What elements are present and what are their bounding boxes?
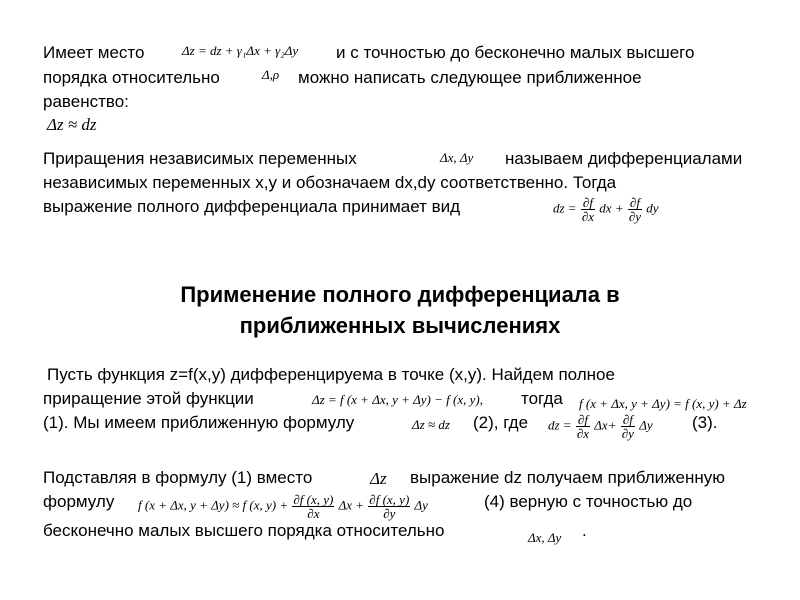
p3-eq-fraction-y [621,413,635,440]
p1-formula-increment: Δz = dz + γ₁Δx + γ₂Δy [182,43,299,58]
p3-formula-full-increment: Δz = f (x + Δx, y + Δy) − f (x, y), [312,392,483,407]
p2-line1-text-a: Приращения независимых переменных [43,149,357,168]
p2-eq-right: dy [646,200,659,216]
p3-eq-right: Δy [639,417,653,433]
p2-line1-text-b: называем дифференциалами [505,149,743,168]
p4-eq-fraction-y [368,493,410,520]
p3-eq-num-x: ∂f [576,413,590,427]
p4-eq-num-x: ∂f (x, y) [293,492,334,507]
p3-eq-mid: Δx+ [594,417,617,433]
p3-eq-fraction-x [576,413,590,440]
p2-line2-text: независимых переменных x,y и обозначаем dx,dy соответственно. Тогда [43,173,617,192]
p4-formula-increments: Δx, Δy [528,530,562,545]
p4-line2-text-b: (4) верную с точностью до [484,492,693,511]
p4-eq-fraction-x [292,493,334,520]
p3-line1-text: Пусть функция z=f(x,y) дифференцируема в точке (x,y). Найдем полное [47,365,615,384]
p2-eq-fraction-x [581,196,595,223]
p4-eq-left: f (x + Δx, y + Δy) ≈ f (x, y) + [138,497,289,513]
p4-line2-text-a: формулу [43,492,115,511]
p3-line2-text-a: приращение этой функции [43,389,254,408]
section-heading-line2: приближенных вычислениях [239,313,561,338]
p2-formula-increments: Δx, Δy [440,150,474,165]
p2-total-differential-formula [553,196,659,223]
p2-eq-fraction-y [628,196,642,223]
p3-eq-den-x: ∂x [576,426,590,441]
p3-line2-text-b: тогда [521,389,563,408]
p3-eq-num-y: ∂f [621,413,635,427]
p3-eq-den-y: ∂y [621,426,634,441]
p1-line2-text-b: можно написать следующее приближенное [298,68,642,87]
p4-eq-right: Δy [414,497,428,513]
p1-line1-text-b: и с точностью до бесконечно малых высшего [336,43,695,62]
p4-formula-increment: Δz [370,469,387,488]
p1-line3-text: равенство: [43,92,129,111]
p4-eq-num-y: ∂f (x, y) [369,492,410,507]
section-heading-line1: Применение полного дифференциала в [180,282,620,307]
p4-line1-text-a: Подставляя в формулу (1) вместо [43,468,313,487]
p4-eq-den-y: ∂y [383,506,396,521]
p2-eq-den-x: ∂x [581,209,595,224]
p3-formula-approx: Δz ≈ dz [412,417,450,432]
p2-eq-num-x: ∂f [581,196,595,210]
p4-line3-text-a: бесконечно малых высшего порядка относительно [43,521,445,540]
p2-eq-lhs: dz = [553,200,577,216]
p1-line2-text-a: порядка относительно [43,68,220,87]
p4-line3-text-b: . [582,521,587,540]
p4-eq-den-x: ∂x [307,506,320,521]
p3-line3-text-b: (2), где [473,413,529,432]
p4-line1-text-b: выражение dz получаем приближенную [410,468,726,487]
p1-formula-approx: Δz ≈ dz [47,115,97,134]
p3-formula-function-value: f (x + Δx, y + Δy) = f (x, y) + Δz [579,396,747,411]
p1-line1-text-a: Имеет место [43,43,145,62]
p3-differential-formula [548,413,653,440]
p4-eq-mid: Δx + [338,497,365,513]
p4-approximation-formula [138,493,428,520]
p1-formula-rho: Δ,ρ [262,67,280,82]
p2-eq-mid: dx + [599,200,624,216]
p3-eq-lhs: dz = [548,417,572,433]
p3-line3-text-c: (3). [692,413,718,432]
p2-eq-num-y: ∂f [628,196,642,210]
p2-eq-den-y: ∂y [628,209,642,224]
p2-line3-text: выражение полного дифференциала принимает вид [43,197,461,216]
p3-line3-text-a: (1). Мы имеем приближенную формулу [43,413,355,432]
